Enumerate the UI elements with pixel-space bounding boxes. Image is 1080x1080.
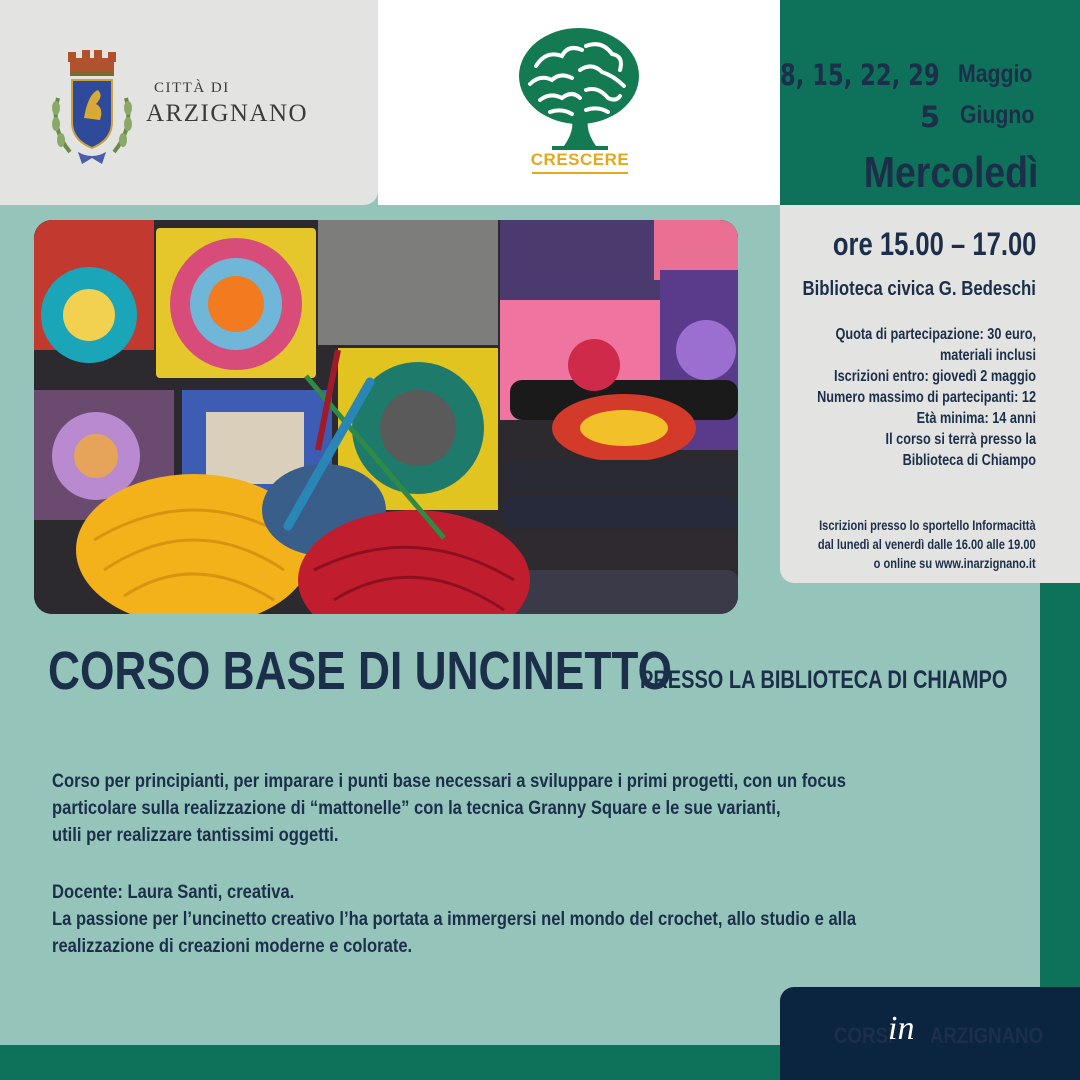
course-details [817, 324, 1036, 471]
brain-tree-icon [516, 26, 642, 154]
footer-in-mark: in [888, 1010, 915, 1047]
city-label-small: CITTÀ DI [154, 80, 230, 96]
registration-line[interactable]: o online su www.inarzignano.it [874, 556, 1036, 571]
course-time: ore 15.00 – 17.00 [832, 226, 1036, 262]
registration-line: Iscrizioni presso lo sportello Informacittà [819, 518, 1036, 533]
detail-line: Biblioteca di Chiampo [902, 452, 1036, 469]
dates-june: 5 [919, 100, 940, 134]
detail-line: Il corso si terrà presso la [885, 431, 1036, 448]
course-title: CORSO BASE DI UNCINETTO [48, 641, 673, 701]
teacher-line: realizzazione di creazioni moderne e colorate. [52, 935, 413, 957]
description-line: particolare sulla realizzazione di “mattonelle” con la tecnica Granny Square e le sue varianti, [52, 797, 781, 819]
course-venue: Biblioteca civica G. Bedeschi [802, 278, 1036, 300]
detail-line: Quota di partecipazione: 30 euro, [835, 326, 1036, 343]
footer-corsi: CORSI [834, 1023, 894, 1048]
month-june: Giugno [960, 101, 1035, 129]
teacher-line: Docente: Laura Santi, creativa. [52, 881, 295, 903]
brand-name: CRESCERE [530, 150, 630, 169]
month-may: Maggio [958, 60, 1033, 88]
registration-line: dal lunedì al venerdì dalle 16.00 alle 19.00 [818, 537, 1036, 552]
brand-underline [532, 172, 628, 174]
footer-arzignano: ARZIGNANO [930, 1023, 1044, 1048]
teacher-line: La passione per l’uncinetto creativo l’ha portata a immergersi nel mondo del crochet, allo studio e alla [52, 908, 857, 930]
detail-line: Numero massimo di partecipanti: 12 [817, 389, 1036, 406]
detail-line: Iscrizioni entro: giovedì 2 maggio [834, 368, 1036, 385]
description-line: utili per realizzare tantissimi oggetti. [52, 824, 339, 846]
detail-line: materiali inclusi [939, 347, 1036, 364]
dates-may: 8, 15, 22, 29 [780, 58, 940, 92]
detail-line: Età minima: 14 anni [916, 410, 1036, 427]
course-subtitle: PRESSO LA BIBLIOTECA DI CHIAMPO [640, 666, 1008, 694]
city-name: ARZIGNANO [146, 100, 309, 127]
registration-info [818, 516, 1036, 573]
weekday: Mercoledì [863, 148, 1038, 197]
teacher-info [52, 879, 856, 960]
course-description [52, 768, 846, 849]
crochet-photo [34, 220, 738, 614]
coat-of-arms-icon [48, 48, 136, 166]
description-line: Corso per principianti, per imparare i punti base necessari a sviluppare i primi progetti, con un focus [52, 770, 846, 792]
